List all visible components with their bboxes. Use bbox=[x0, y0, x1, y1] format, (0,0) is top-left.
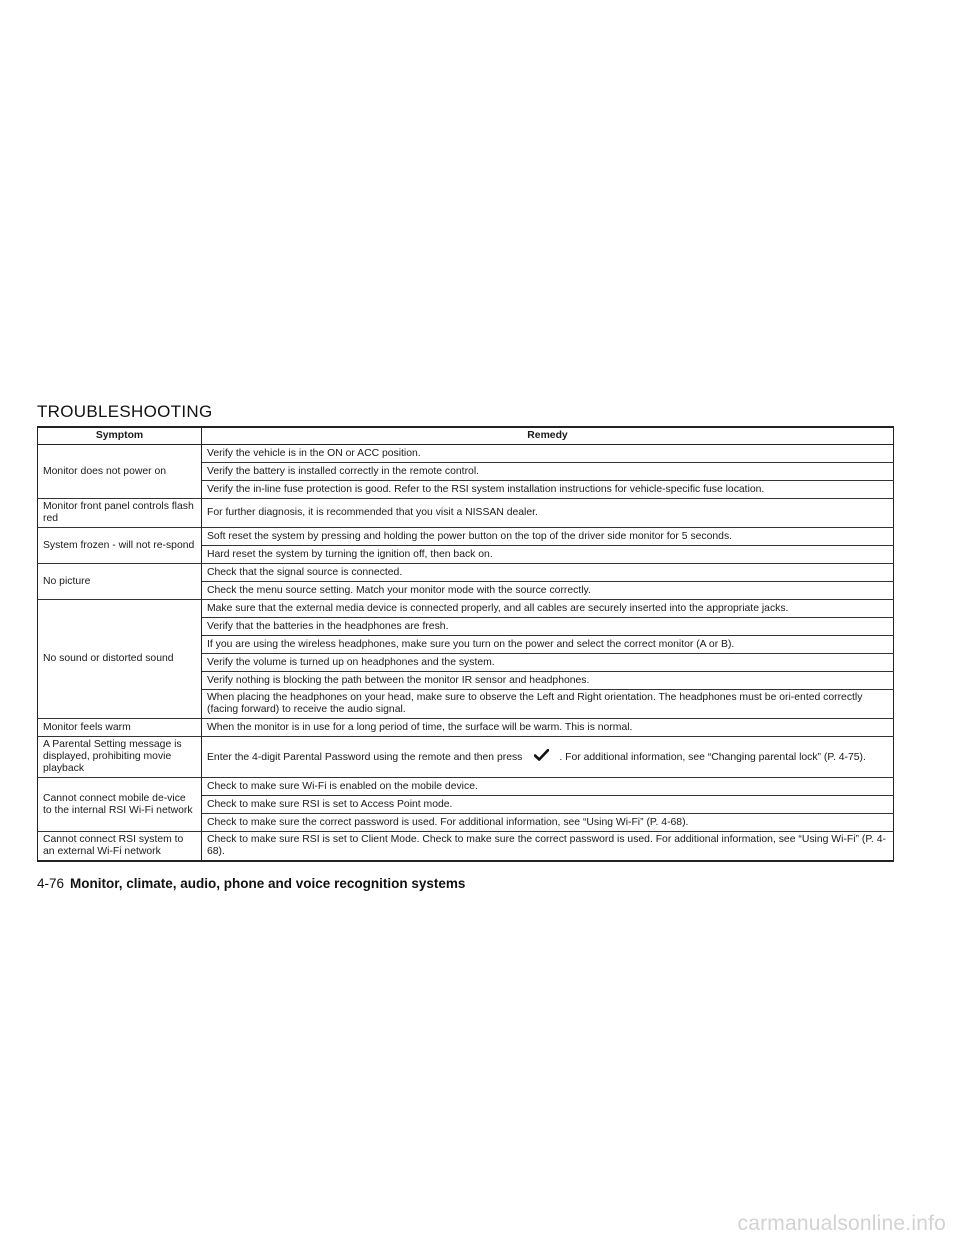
table-row bbox=[38, 719, 894, 737]
table-row bbox=[38, 737, 894, 778]
symptom-cell: Monitor front panel controls flash red bbox=[38, 499, 202, 528]
table-row bbox=[38, 778, 894, 796]
symptom-cell: No picture bbox=[38, 564, 202, 600]
remedy-cell: If you are using the wireless headphones, make sure you turn on the power and select the correct monitor (A or B). bbox=[202, 636, 894, 654]
table-row bbox=[38, 600, 894, 618]
watermark-text: carmanualsonline.info bbox=[737, 1212, 946, 1235]
table-row bbox=[38, 832, 894, 862]
remedy-cell: Verify nothing is blocking the path between the monitor IR sensor and headphones. bbox=[202, 672, 894, 690]
remedy-cell: Verify that the batteries in the headphones are fresh. bbox=[202, 618, 894, 636]
remedy-cell: Verify the in-line fuse protection is good. Refer to the RSI system installation instructions for vehicle-specific fuse location. bbox=[202, 481, 894, 499]
check-icon bbox=[534, 749, 549, 765]
remedy-cell: Soft reset the system by pressing and holding the power button on the top of the driver side monitor for 5 seconds. bbox=[202, 528, 894, 546]
troubleshooting-table bbox=[37, 426, 894, 862]
table-row bbox=[38, 528, 894, 546]
chapter-title: Monitor, climate, audio, phone and voice recognition systems bbox=[70, 876, 466, 891]
remedy-text-after-icon: . For additional information, see “Changing parental lock” (P. 4-75). bbox=[559, 751, 866, 763]
remedy-cell: Check to make sure Wi-Fi is enabled on the mobile device. bbox=[202, 778, 894, 796]
table-row bbox=[38, 499, 894, 528]
remedy-cell: For further diagnosis, it is recommended that you visit a NISSAN dealer. bbox=[202, 499, 894, 528]
page-footer bbox=[37, 876, 465, 891]
remedy-cell: Verify the battery is installed correctly in the remote control. bbox=[202, 463, 894, 481]
remedy-cell: When placing the headphones on your head, make sure to observe the Left and Right orientation. The headphones must be ori-ented correctly (facing forward) to receive the audio signal. bbox=[202, 690, 894, 719]
remedy-cell: Check to make sure RSI is set to Client Mode. Check to make sure the correct password is used. For additional information, see “Using Wi-Fi” (P. 4-68). bbox=[202, 832, 894, 862]
table-row bbox=[38, 445, 894, 463]
table-row bbox=[38, 564, 894, 582]
remedy-cell: Verify the volume is turned up on headphones and the system. bbox=[202, 654, 894, 672]
remedy-cell: Check to make sure the correct password is used. For additional information, see “Using Wi-Fi” (P. 4-68). bbox=[202, 814, 894, 832]
remedy-cell: Hard reset the system by turning the ignition off, then back on. bbox=[202, 546, 894, 564]
section-title: TROUBLESHOOTING bbox=[37, 402, 213, 421]
symptom-cell: Monitor does not power on bbox=[38, 445, 202, 499]
header-symptom: Symptom bbox=[38, 427, 202, 445]
remedy-cell bbox=[202, 737, 894, 778]
symptom-cell: No sound or distorted sound bbox=[38, 600, 202, 719]
remedy-cell: Check the menu source setting. Match your monitor mode with the source correctly. bbox=[202, 582, 894, 600]
remedy-cell: When the monitor is in use for a long period of time, the surface will be warm. This is normal. bbox=[202, 719, 894, 737]
symptom-cell: Cannot connect mobile de-vice to the internal RSI Wi-Fi network bbox=[38, 778, 202, 832]
remedy-text-before-icon: Enter the 4-digit Parental Password using the remote and then press bbox=[207, 751, 523, 763]
header-remedy: Remedy bbox=[202, 427, 894, 445]
symptom-cell: Cannot connect RSI system to an external Wi-Fi network bbox=[38, 832, 202, 862]
remedy-cell: Check to make sure RSI is set to Access Point mode. bbox=[202, 796, 894, 814]
symptom-cell: System frozen - will not re-spond bbox=[38, 528, 202, 564]
remedy-cell: Check that the signal source is connected. bbox=[202, 564, 894, 582]
table-header-row bbox=[38, 427, 894, 445]
symptom-cell: Monitor feels warm bbox=[38, 719, 202, 737]
remedy-cell: Verify the vehicle is in the ON or ACC position. bbox=[202, 445, 894, 463]
page-number: 4-76 bbox=[37, 876, 65, 891]
symptom-cell: A Parental Setting message is displayed, prohibiting movie playback bbox=[38, 737, 202, 778]
remedy-cell: Make sure that the external media device is connected properly, and all cables are securely inserted into the appropriate jacks. bbox=[202, 600, 894, 618]
